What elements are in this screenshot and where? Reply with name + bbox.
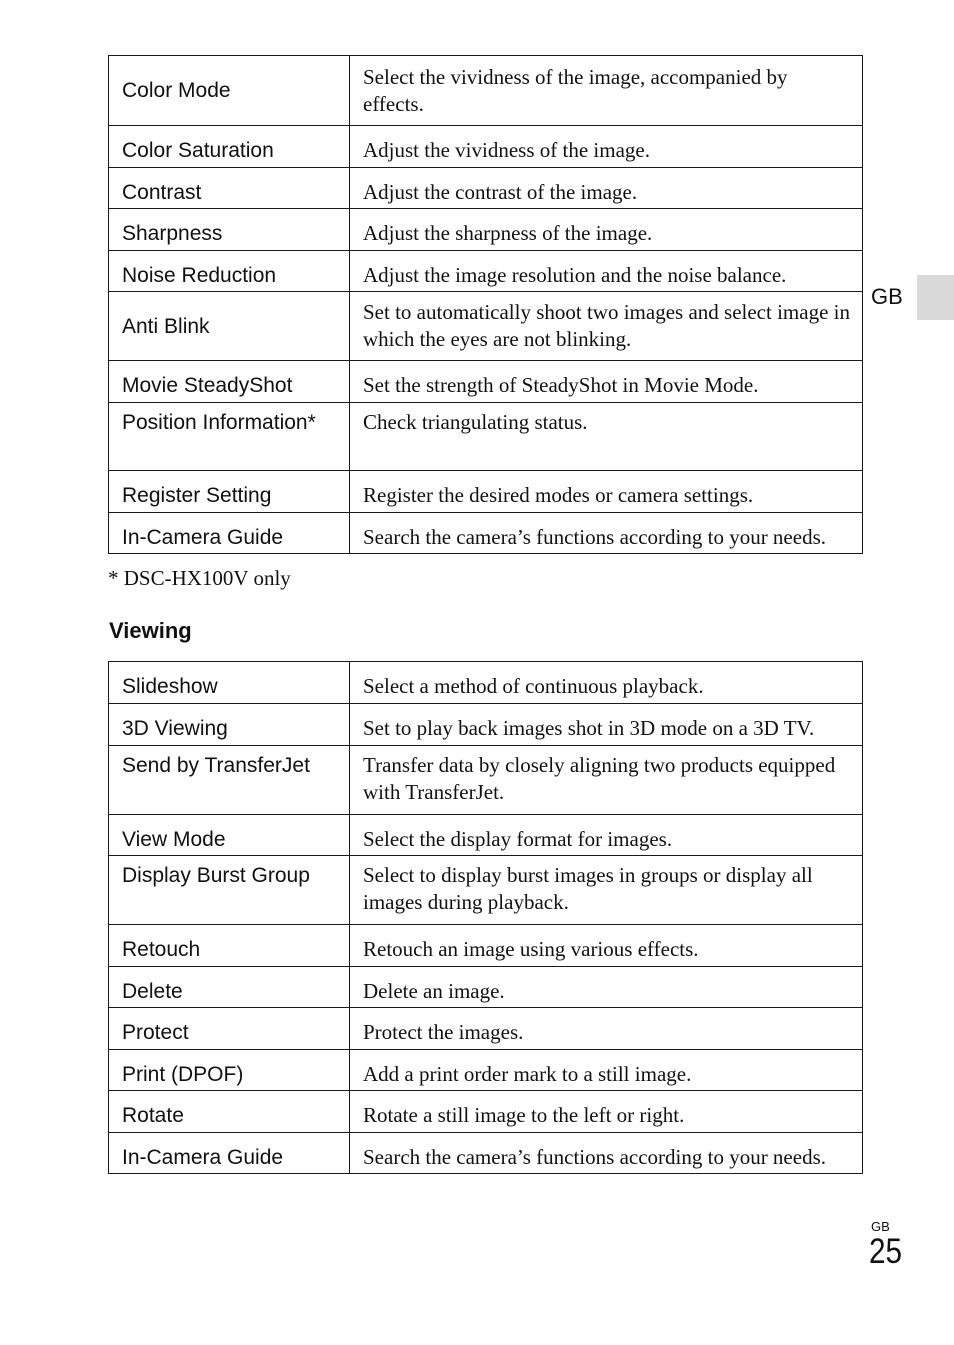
setting-description [350, 56, 863, 126]
setting-description: Select to display burst images in groups or display all images during playback. [350, 856, 863, 925]
page-number: 25 [869, 1232, 903, 1271]
table-row [109, 209, 863, 251]
table-row [109, 815, 863, 856]
setting-name: Color Saturation [109, 126, 350, 168]
setting-name: In-Camera Guide [109, 1133, 350, 1174]
setting-description: Retouch an image using various effects. [350, 925, 863, 967]
setting-name: Display Burst Group [109, 856, 350, 925]
setting-description: Adjust the image resolution and the noise balance. [350, 251, 863, 292]
setting-name: Retouch [109, 925, 350, 967]
setting-description: Adjust the sharpness of the image. [350, 209, 863, 251]
setting-name: Register Setting [109, 471, 350, 513]
setting-name: Delete [109, 967, 350, 1008]
setting-name: Noise Reduction [109, 251, 350, 292]
setting-description: Add a print order mark to a still image. [350, 1050, 863, 1091]
setting-name: Rotate [109, 1091, 350, 1133]
table-row [109, 56, 863, 126]
setting-name: Send by TransferJet [109, 746, 350, 815]
language-tab-label: GB [871, 284, 903, 309]
table-row [109, 292, 863, 361]
setting-name: Anti Blink [109, 292, 350, 361]
table-row [109, 1091, 863, 1133]
table-row [109, 251, 863, 292]
table-row [109, 471, 863, 513]
table-row [109, 513, 863, 554]
table-row [109, 856, 863, 925]
page-language-code: GB [871, 1219, 890, 1234]
setting-description: Select the display format for images. [350, 815, 863, 856]
setting-description: Search the camera’s functions according to your needs. [350, 513, 863, 554]
setting-name: Print (DPOF) [109, 1050, 350, 1091]
setting-description: Select a method of continuous playback. [350, 662, 863, 704]
table-row [109, 1133, 863, 1174]
setting-description: Adjust the contrast of the image. [350, 168, 863, 209]
table-row [109, 1008, 863, 1050]
setting-description: Set to play back images shot in 3D mode on a 3D TV. [350, 704, 863, 746]
table-row [109, 704, 863, 746]
setting-description: Rotate a still image to the left or right. [350, 1091, 863, 1133]
setting-name: 3D Viewing [109, 704, 350, 746]
viewing-table [108, 661, 863, 1174]
shooting-settings-table [108, 55, 863, 554]
table-row [109, 1050, 863, 1091]
setting-name: Color Mode [109, 56, 350, 126]
setting-description: Set the strength of SteadyShot in Movie Mode. [350, 361, 863, 403]
table-row [109, 746, 863, 815]
table-row [109, 126, 863, 168]
setting-description: Register the desired modes or camera settings. [350, 471, 863, 513]
setting-name: Sharpness [109, 209, 350, 251]
setting-description-text: Select the vividness of the image, accompanied by effects. [363, 65, 788, 116]
setting-name: Protect [109, 1008, 350, 1050]
setting-description: Adjust the vividness of the image. [350, 126, 863, 168]
setting-name: Position Information* [109, 403, 350, 471]
setting-description: Transfer data by closely aligning two products equipped with TransferJet. [350, 746, 863, 815]
footnote: * DSC-HX100V only [108, 566, 291, 590]
table-row [109, 967, 863, 1008]
section-heading-viewing: Viewing [109, 618, 192, 643]
setting-description: Search the camera’s functions according to your needs. [350, 1133, 863, 1174]
setting-name: Slideshow [109, 662, 350, 704]
setting-description: Delete an image. [350, 967, 863, 1008]
setting-description: Set to automatically shoot two images and select image in which the eyes are not blinking. [350, 292, 863, 361]
table-row [109, 662, 863, 704]
setting-name: In-Camera Guide [109, 513, 350, 554]
table-row [109, 168, 863, 209]
language-tab-marker [917, 275, 954, 320]
table-row [109, 403, 863, 471]
table-row [109, 925, 863, 967]
setting-name: Contrast [109, 168, 350, 209]
setting-description: Protect the images. [350, 1008, 863, 1050]
setting-description: Check triangulating status. [350, 403, 863, 471]
table-row [109, 361, 863, 403]
setting-name: View Mode [109, 815, 350, 856]
setting-name: Movie SteadyShot [109, 361, 350, 403]
